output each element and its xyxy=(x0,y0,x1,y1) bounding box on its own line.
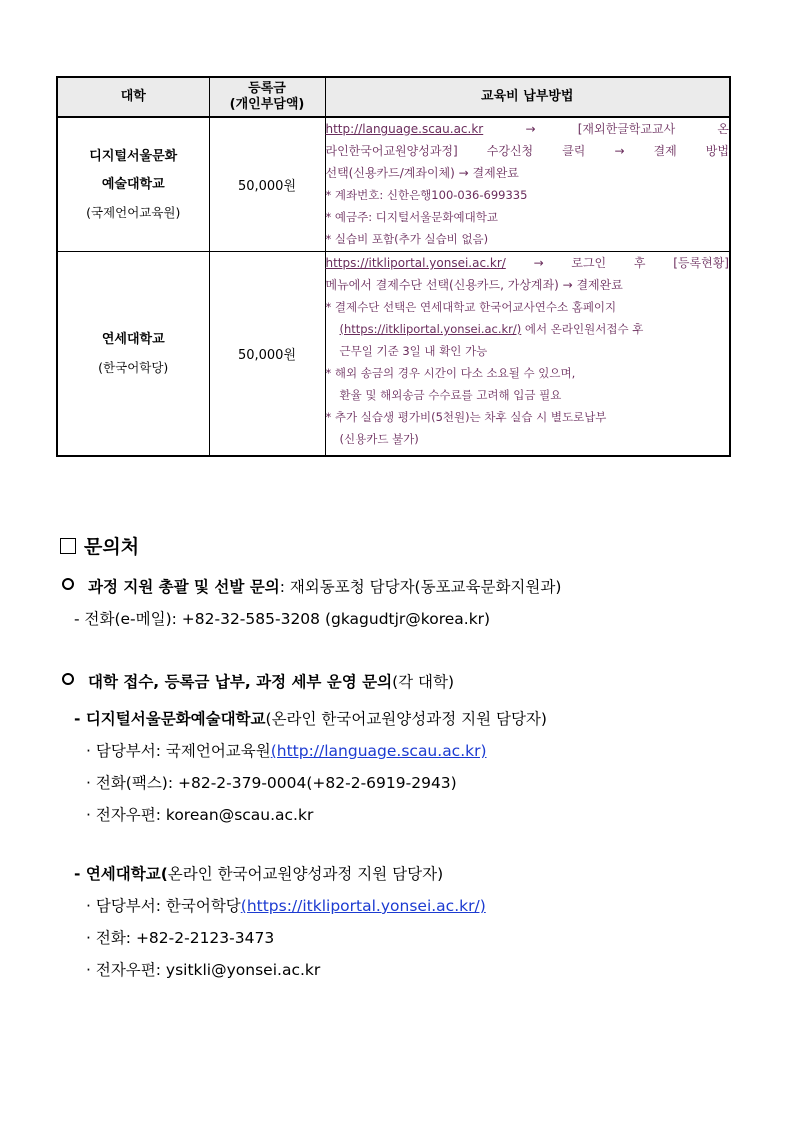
univ2-name: - 연세대학교( xyxy=(74,865,168,883)
table-row xyxy=(57,252,730,457)
section2-heading-bold: 대학 접수, 등록금 납부, 과정 세부 운영 문의 xyxy=(88,673,393,691)
method-line1 xyxy=(326,118,730,140)
header-fee-line1: 등록금 xyxy=(248,81,286,96)
univ1-heading xyxy=(74,707,547,729)
univ-name: 연세대학교 xyxy=(101,331,165,347)
method-line2: 메뉴에서 결제수단 선택(신용카드, 가상계좌) → 결제완료 xyxy=(325,278,623,292)
method-link[interactable]: http://language.scau.ac.kr xyxy=(325,122,484,136)
univ1-phone: · 전화(팩스): +82-2-379-0004(+82-2-6919-2943) xyxy=(86,774,457,792)
table-row xyxy=(57,117,730,252)
univ-cell xyxy=(57,117,209,252)
method-note: * 추가 실습생 평가비(5천원)는 차후 실습 시 별도로납부 xyxy=(325,410,607,424)
method-line1-rest: → 로그인 후 [등록현황] xyxy=(533,256,729,270)
header-fee-line2: (개인부담액) xyxy=(229,97,305,112)
method-line3: 선택(신용카드/계좌이체) → 결제완료 xyxy=(325,166,519,180)
univ2-phone: · 전화: +82-2-2123-3473 xyxy=(86,929,275,947)
univ2-dept-label: · 담당부서: 한국어학당 xyxy=(86,897,241,915)
fee-cell: 50,000원 xyxy=(209,252,325,457)
method-link[interactable]: https://itkliportal.yonsei.ac.kr/ xyxy=(325,256,506,270)
univ2-name-rest: 온라인 한국어교원양성과정 지원 담당자) xyxy=(167,865,444,883)
inquiry-title-text: 문의처 xyxy=(84,536,140,558)
univ-name-line1: 디지털서울문화 xyxy=(89,148,178,164)
circle-bullet-icon xyxy=(62,578,74,590)
method-line1 xyxy=(326,252,730,274)
section2-heading xyxy=(62,670,454,692)
note-link[interactable]: (https://itkliportal.yonsei.ac.kr/) xyxy=(339,322,522,336)
section1-heading-bold: 과정 지원 총괄 및 선발 문의 xyxy=(88,578,280,596)
header-method: 교육비 납부방법 xyxy=(325,77,730,117)
method-cell xyxy=(325,252,730,457)
inquiry-title xyxy=(60,532,139,559)
section1-contact: - 전화(e-메일): +82-32-585-3208 (gkagudtjr@korea.kr) xyxy=(74,610,491,628)
fee-table xyxy=(56,76,731,457)
univ2-email: · 전자우편: ysitkli@yonsei.ac.kr xyxy=(86,961,321,979)
section2-heading-rest: (각 대학) xyxy=(392,673,455,691)
method-note: * 실습비 포함(추가 실습비 없음) xyxy=(325,232,489,246)
table-header-row xyxy=(57,77,730,117)
univ1-name: - 디지털서울문화예술대학교 xyxy=(74,710,266,728)
checkbox-square-icon xyxy=(60,538,76,554)
method-cell xyxy=(325,117,730,252)
univ-sub: (한국어학당) xyxy=(98,359,169,375)
method-note xyxy=(326,318,730,340)
section1-heading-rest: : 재외동포청 담당자(동포교육문화지원과) xyxy=(279,578,562,596)
method-note: * 예금주: 디지털서울문화예대학교 xyxy=(325,210,498,224)
method-line1-rest: → [재외한글학교교사 온 xyxy=(525,122,729,136)
univ1-dept-label: · 담당부서: 국제언어교육원 xyxy=(86,742,271,760)
method-line2: 라인한국어교원양성과정] 수강신청 클릭 → 결제 방법 xyxy=(325,144,729,158)
section1-heading xyxy=(62,575,561,597)
univ2-dept-link[interactable]: (https://itkliportal.yonsei.ac.kr/) xyxy=(240,897,486,915)
univ1-dept xyxy=(86,739,487,761)
method-note: 근무일 기준 3일 내 확인 가능 xyxy=(339,344,488,358)
univ2-heading xyxy=(74,862,443,884)
method-note: 환율 및 해외송금 수수료를 고려해 입금 필요 xyxy=(339,388,562,402)
univ1-email: · 전자우편: korean@scau.ac.kr xyxy=(86,806,314,824)
header-fee xyxy=(209,77,325,117)
univ-sub: (국제언어교육원) xyxy=(86,204,181,220)
method-note: (신용카드 불가) xyxy=(339,432,419,446)
note-rest: 에서 온라인원서접수 후 xyxy=(524,322,644,336)
univ1-name-rest: (온라인 한국어교원양성과정 지원 담당자) xyxy=(265,710,547,728)
method-note: * 계좌번호: 신한은행100-036-699335 xyxy=(325,188,528,202)
method-note: * 결제수단 선택은 연세대학교 한국어교사연수소 홈페이지 xyxy=(325,300,617,314)
univ-cell xyxy=(57,252,209,457)
univ1-dept-link[interactable]: (http://language.scau.ac.kr) xyxy=(270,742,487,760)
header-univ: 대학 xyxy=(57,77,209,117)
univ2-dept xyxy=(86,894,486,916)
circle-bullet-icon xyxy=(62,673,74,685)
fee-cell: 50,000원 xyxy=(209,117,325,252)
method-note: * 해외 송금의 경우 시간이 다소 소요될 수 있으며, xyxy=(325,366,576,380)
univ-name-line2: 예술대학교 xyxy=(101,176,165,192)
